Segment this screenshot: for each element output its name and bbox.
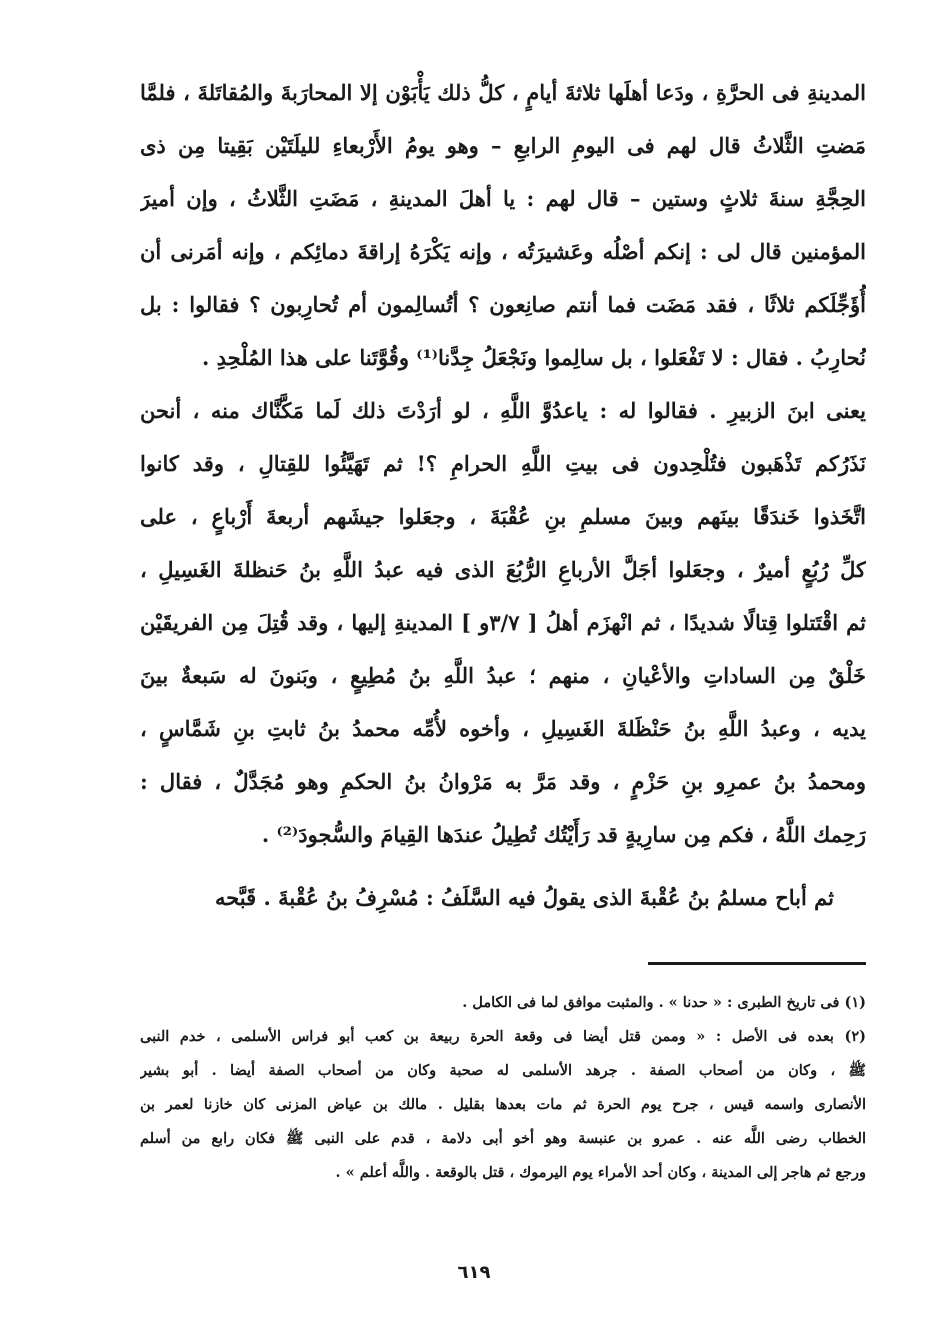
text-line: المؤمنين قال لى : إنكم أصْلُه وعَشيرَتُه ، وإنه يَكْرَهُ إراقةَ دمائِكم ، وإنه أمَرنى أن [140, 239, 866, 264]
text-line: نَذَرُكم تَذْهَبون فتُلْحِدون فى بيتِ اللَّهِ الحرامِ ؟! ثم تَهَيَّئُوا للقِتالِ ، وقد كانوا [140, 451, 866, 476]
text-line: ومحمدُ بنُ عمرِو بنِ حَزْمٍ ، وقد مَرَّ به مَرْوانُ بنُ الحكمِ وهو مُجَدَّلٌ ، فقال : [140, 769, 866, 794]
text-line: مَضتِ الثَّلاثُ قال لهم فى اليومِ الرابعِ – وهو يومُ الأَرْبعاءِ لليلَتَيْن بَقِيتا مِن ذى [140, 133, 866, 158]
paragraph-gap [140, 861, 866, 871]
text-line: أُؤَجِّلَكم ثلاثًا ، فقد مَضَت فما أنتم صانِعون ؟ أتُسالِمون أم تُحارِبون ؟ فقالوا : بل [140, 292, 866, 317]
text-line: المدينةِ فى الحرَّةِ ، ودَعا أهلَها ثلاثةَ أيامٍ ، كلُّ ذلك يَأْبَوْن إلا المحارَبةَ والمُقاتَلةَ ، فلمَّا [140, 80, 866, 105]
text-line: يديه ، وعبدُ اللَّهِ بنُ حَنْظَلةَ الغَسِيلِ ، وأخوه لأُمِّه محمدُ بنُ ثابتِ بنِ شَمَّاسٍ ، [140, 716, 866, 741]
text-line: ثم اقْتَتلوا قِتالًا شديدًا ، ثم انْهزَم أهلُ [ ٣/٧و ] المدينةِ إليها ، وقد قُتِلَ مِن الفريقَيْن [140, 610, 866, 635]
footnotes-block [140, 986, 866, 1190]
footnote-2: (٢) بعده فى الأصل : « وممن قتل أيضا فى وقعة الحرة ربيعة بن كعب أبو فراس الأسلمى ، خدم النبى [140, 1028, 866, 1045]
main-text-block [140, 66, 866, 924]
footnote-1: (١) فى تاريخ الطبرى : « حدنا » . والمثبت موافق لما فى الكامل . [462, 994, 866, 1011]
footnote-2-continuation: الأنصارى واسمه قيس ، جرح يوم الحرة ثم مات بعدها بقليل . مالك بن عياض المزنى كان خازنا لعمر بن [140, 1096, 866, 1113]
footnote-2-continuation: الخطاب رضى اللَّه عنه . عمرو بن عنبسة وهو أخو أبى دلامة ، قدم على النبى ﷺ فكان رابع من أسلم [140, 1130, 866, 1147]
text-line: نُحارِبُ . فقال : لا تَفْعَلوا ، بل سالِموا ونَجْعَلُ جِدَّنا⁽¹⁾ وقُوَّتَنا على هذا المُلْحِدِ . [202, 345, 866, 370]
text-line: كلِّ رُبُعٍ أميرٌ ، وجعَلوا أجَلَّ الأرباعِ الرُّبُعَ الذى فيه عبدُ اللَّهِ بنُ حَنظلةَ الغَسِيلِ ، [140, 557, 866, 582]
text-line: الحِجَّةِ سنةَ ثلاثٍ وستين – قال لهم : يا أهلَ المدينةِ ، مَضَتِ الثَّلاثُ ، وإن أميرَ [140, 186, 866, 211]
text-line: خَلْقٌ مِن الساداتِ والأعْيانِ ، منهم ؛ عبدُ اللَّهِ بنُ مُطِيعٍ ، وبَنونَ له سَبعةٌ بينَ [140, 663, 866, 688]
text-line: رَحِمك اللَّهُ ، فكم مِن سارِيةٍ قد رَأَيْتُك تُطِيلُ عندَها القِيامَ والسُّجودَ⁽²⁾ . [261, 822, 866, 847]
text-line: اتَّخَذوا خَندَقًا بينَهم وبينَ مسلمِ بنِ عُقْبَةَ ، وجعَلوا جيشَهم أربعةَ أَرْباعٍ ، على [140, 504, 866, 529]
footnote-separator [648, 962, 866, 965]
text-line: يعنى ابنَ الزبيرِ . فقالوا له : ياعدُوَّ اللَّهِ ، لو أرَدْتَ ذلك لَما مَكَّنَّاك منه ، أنحن [140, 398, 866, 423]
footnote-2-continuation: ﷺ ، وكان من أصحاب الصفة . جرهد الأسلمى له صحبة وكان من أصحاب الصفة أيضا . أبو بشير [140, 1062, 866, 1079]
paragraph-start-line: ثم أباح مسلمُ بنُ عُقْبةَ الذى يقولُ فيه السَّلَفُ : مُسْرِفُ بنُ عُقْبةَ . قَبَّحه [214, 885, 834, 910]
footnote-2-continuation: ورجع ثم هاجر إلى المدينة ، وكان أحد الأمراء يوم اليرموك ، قتل بالوقعة . واللَّه أعلم » . [335, 1164, 866, 1181]
page-number: ٦١٩ [457, 1262, 491, 1283]
